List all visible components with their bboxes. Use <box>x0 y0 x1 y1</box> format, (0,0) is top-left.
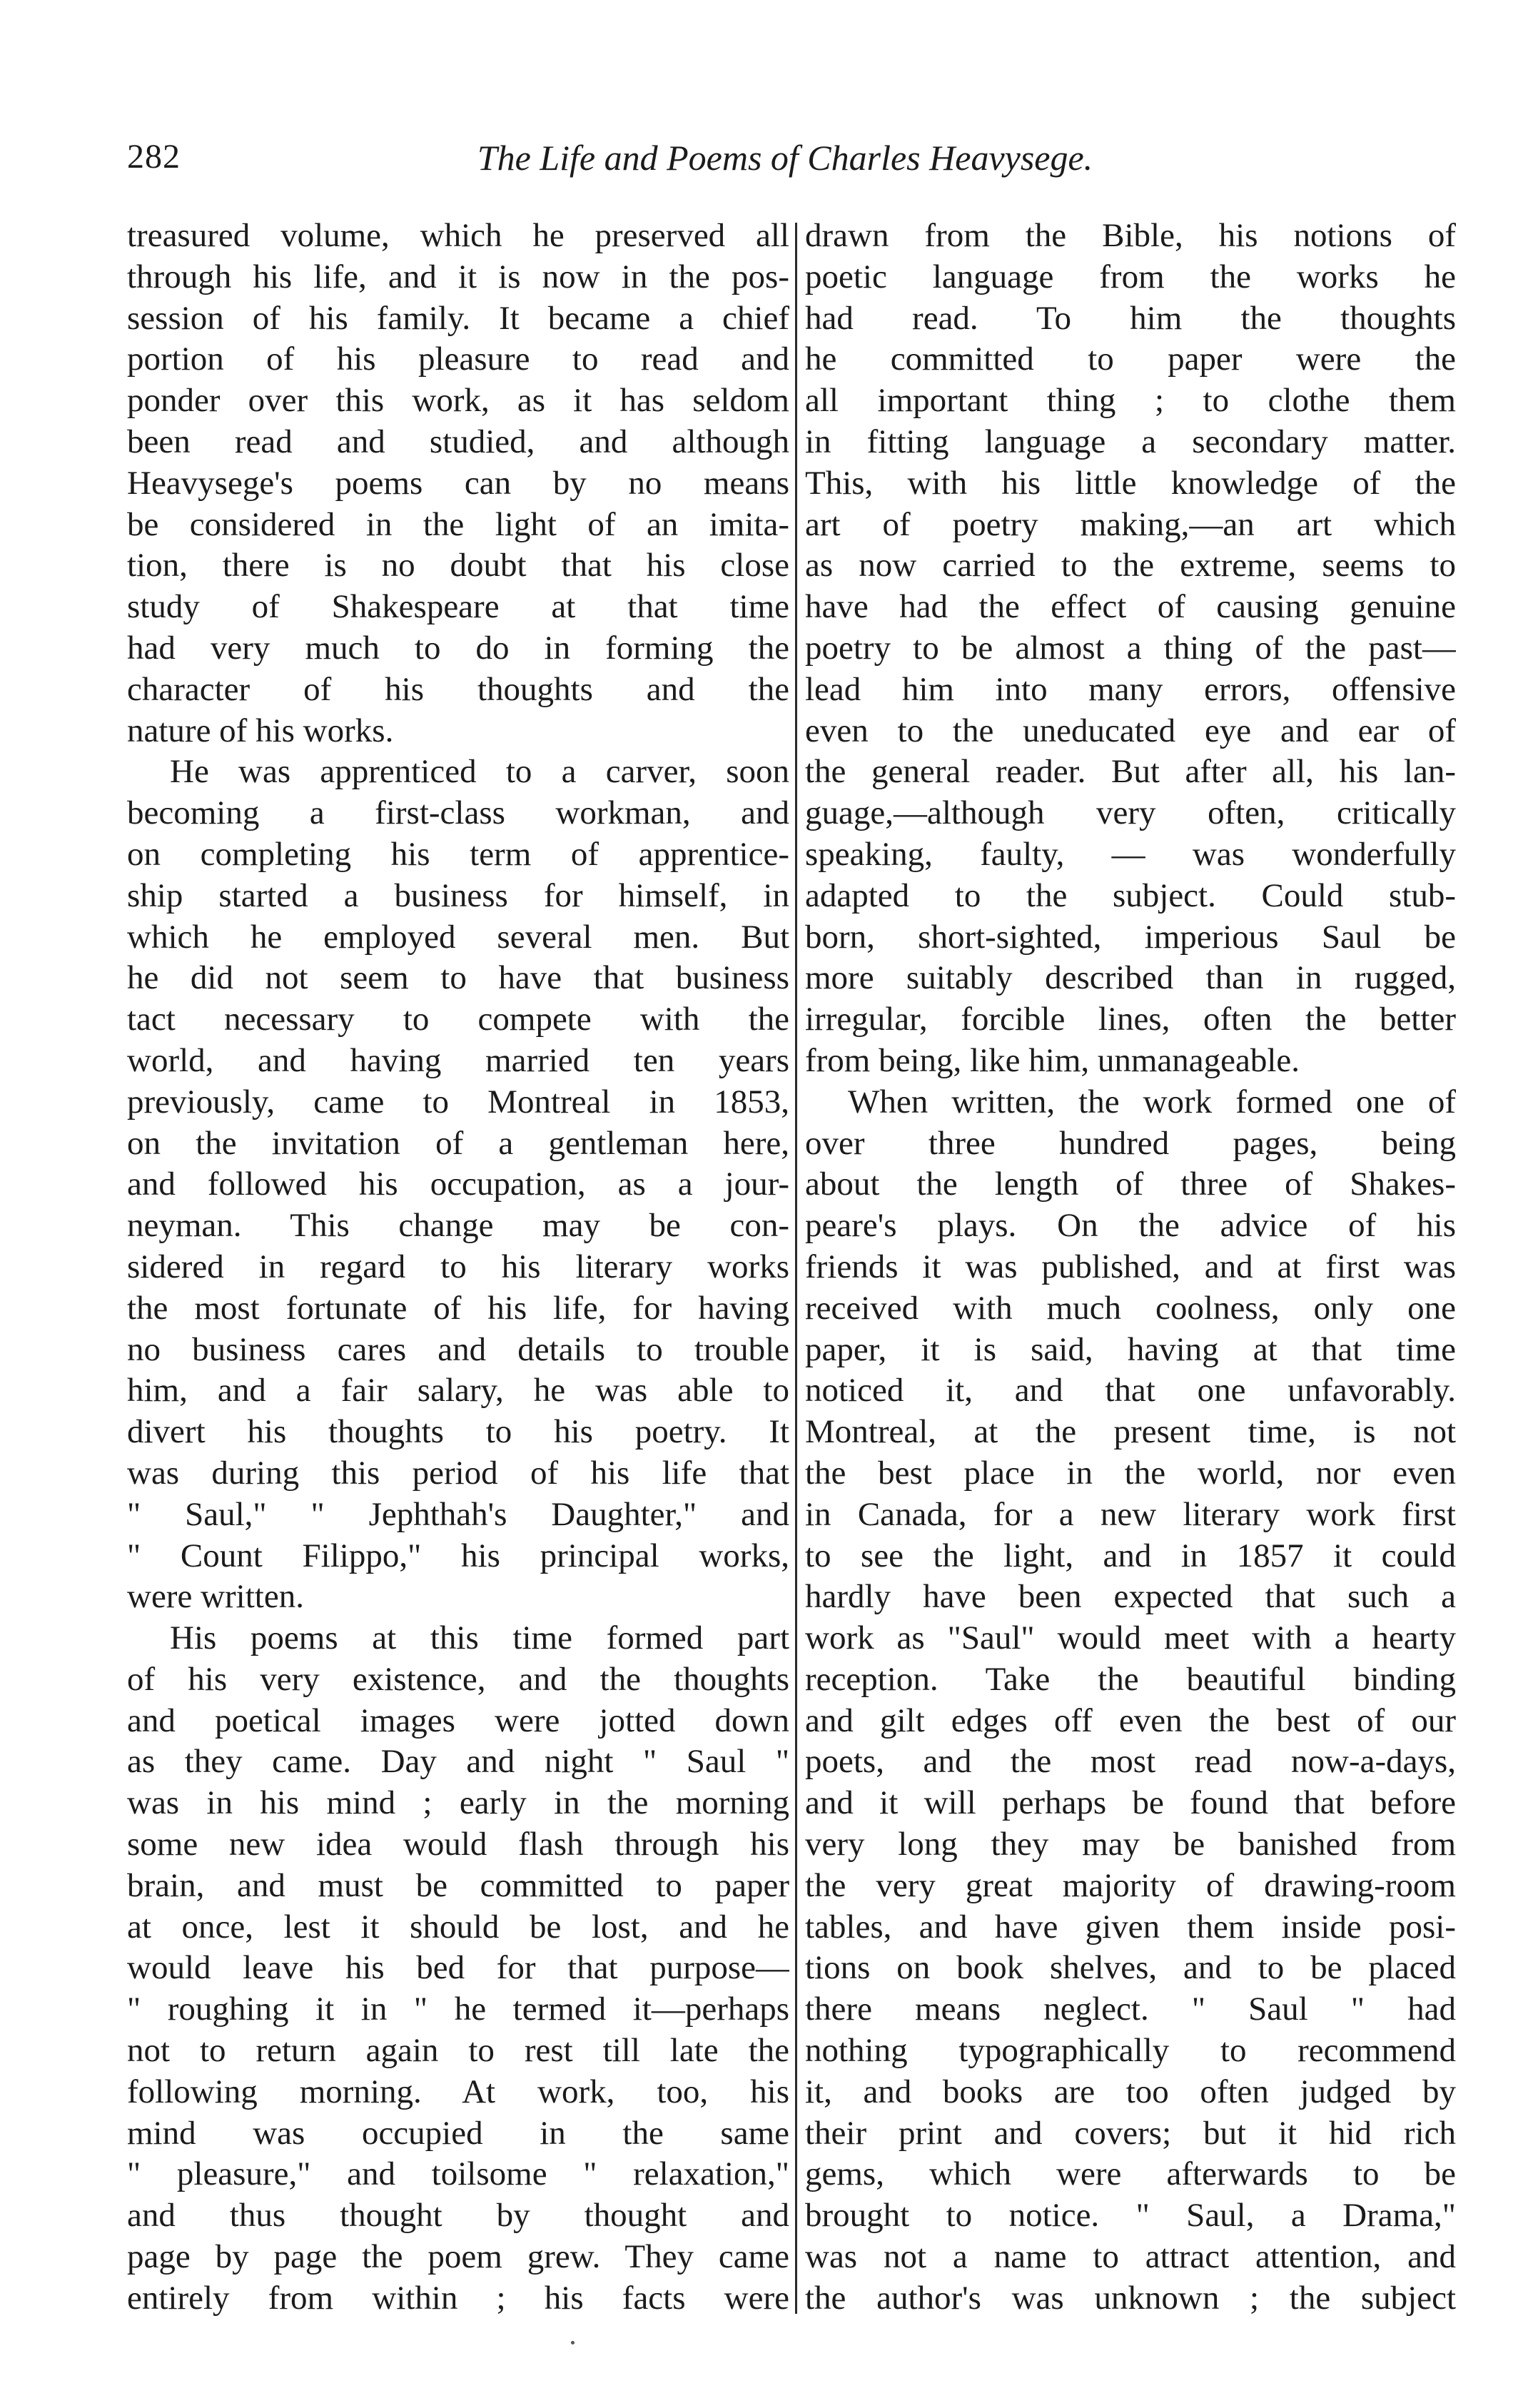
text-line: treasured volume, which he preserved all <box>127 217 789 254</box>
text-line: as now carried to the extreme, seems to <box>805 547 1456 585</box>
text-line: gems, which were afterwards to be <box>805 2155 1456 2193</box>
paragraph-end-line: were written. <box>127 1578 304 1616</box>
text-line: him, and a fair salary, he was able to <box>127 1372 789 1410</box>
text-line: at once, lest it should be lost, and he <box>127 1908 789 1946</box>
text-line: on the invitation of a gentleman here, <box>127 1124 789 1162</box>
text-line: tion, there is no doubt that his close <box>127 547 789 585</box>
text-line: very long they may be banished from <box>805 1826 1456 1863</box>
text-line: " pleasure," and toilsome " relaxation," <box>127 2155 789 2193</box>
text-line: in Canada, for a new literary work first <box>805 1495 1456 1533</box>
text-line: their print and covers; but it hid rich <box>805 2114 1456 2152</box>
text-line: the best place in the world, nor even <box>805 1454 1456 1492</box>
text-line: as they came. Day and night " Saul " <box>127 1743 789 1781</box>
text-line: be considered in the light of an imita- <box>127 505 789 543</box>
text-line: guage,—although very often, critically <box>805 794 1456 832</box>
text-line: had read. To him the thoughts <box>805 299 1456 337</box>
text-line: hardly have been expected that such a <box>805 1578 1456 1616</box>
print-speck <box>571 2341 575 2344</box>
text-line: becoming a first-class workman, and <box>127 794 789 832</box>
text-line: " roughing it in " he termed it—perhaps <box>127 1990 789 2028</box>
text-line: divert his thoughts to his poetry. It <box>127 1413 789 1451</box>
text-line: some new idea would flash through his <box>127 1826 789 1863</box>
text-line: and it will perhaps be found that before <box>805 1784 1456 1822</box>
text-line: born, short-sighted, imperious Saul be <box>805 918 1456 956</box>
text-line: been read and studied, and although <box>127 423 789 460</box>
text-line: This, with his little knowledge of the <box>805 464 1456 502</box>
text-line: brought to notice. " Saul, a Drama," <box>805 2197 1456 2235</box>
text-line: paper, it is said, having at that time <box>805 1330 1456 1368</box>
text-line: which he employed several men. But <box>127 918 789 956</box>
text-line: Heavysege's poems can by no means <box>127 464 789 502</box>
text-line: following morning. At work, too, his <box>127 2073 789 2110</box>
text-line: Montreal, at the present time, is not <box>805 1413 1456 1451</box>
text-line: and followed his occupation, as a jour- <box>127 1165 789 1203</box>
text-line: had very much to do in forming the <box>127 629 789 667</box>
text-line: not to return again to rest till late the <box>127 2032 789 2070</box>
text-line: ship started a business for himself, in <box>127 876 789 914</box>
text-line: work as "Saul" would meet with a hearty <box>805 1619 1456 1657</box>
text-line: the most fortunate of his life, for having <box>127 1289 789 1327</box>
text-line: over three hundred pages, being <box>805 1124 1456 1162</box>
text-line: tables, and have given them inside posi- <box>805 1908 1456 1946</box>
text-line: peare's plays. On the advice of his <box>805 1207 1456 1245</box>
paragraph-end-line: from being, like him, unmanageable. <box>805 1041 1300 1079</box>
text-line: poetry to be almost a thing of the past— <box>805 629 1456 667</box>
text-line: the very great majority of drawing-room <box>805 1866 1456 1904</box>
text-line: have had the effect of causing genuine <box>805 588 1456 626</box>
text-line: was during this period of his life that <box>127 1454 789 1492</box>
text-line: " Saul," " Jephthah's Daughter," and <box>127 1495 789 1533</box>
text-line: neyman. This change may be con- <box>127 1207 789 1245</box>
page-number: 282 <box>127 138 181 176</box>
text-line: and gilt edges off even the best of our <box>805 1701 1456 1739</box>
text-line: noticed it, and that one unfavorably. <box>805 1372 1456 1410</box>
text-line: tact necessary to compete with the <box>127 1001 789 1038</box>
text-line: session of his family. It became a chief <box>127 299 789 337</box>
text-line: there means neglect. " Saul " had <box>805 1990 1456 2028</box>
text-line: would leave his bed for that purpose— <box>127 1949 789 1987</box>
text-line: entirely from within ; his facts were <box>127 2279 789 2317</box>
text-line: all important thing ; to clothe them <box>805 382 1456 420</box>
text-line: received with much coolness, only one <box>805 1289 1456 1327</box>
text-line: poets, and the most read now-a-days, <box>805 1743 1456 1781</box>
text-line: reception. Take the beautiful binding <box>805 1660 1456 1698</box>
text-line: and thus thought by thought and <box>127 2197 789 2235</box>
text-line: he did not seem to have that business <box>127 959 789 997</box>
text-line: " Count Filippo," his principal works, <box>127 1537 789 1574</box>
text-line: poetic language from the works he <box>805 258 1456 295</box>
text-line: even to the uneducated eye and ear of <box>805 712 1456 749</box>
text-line: more suitably described than in rugged, <box>805 959 1456 997</box>
right-text-column <box>805 216 1456 2321</box>
text-line: on completing his term of apprentice- <box>127 835 789 873</box>
text-line: to see the light, and in 1857 it could <box>805 1537 1456 1574</box>
text-line: study of Shakespeare at that time <box>127 588 789 626</box>
text-line: about the length of three of Shakes- <box>805 1165 1456 1203</box>
text-line: the general reader. But after all, his lan- <box>805 753 1456 791</box>
text-line: tions on book shelves, and to be placed <box>805 1949 1456 1987</box>
text-line: was in his mind ; early in the morning <box>127 1784 789 1822</box>
text-line: world, and having married ten years <box>127 1041 789 1079</box>
text-line: character of his thoughts and the <box>127 670 789 708</box>
text-line: friends it was published, and at first was <box>805 1248 1456 1285</box>
text-line: sidered in regard to his literary works <box>127 1248 789 1285</box>
text-line: ponder over this work, as it has seldom <box>127 382 789 420</box>
text-line: speaking, faulty, — was wonderfully <box>805 835 1456 873</box>
running-head: The Life and Poems of Charles Heavysege. <box>477 138 1093 178</box>
text-line: of his very existence, and the thoughts <box>127 1660 789 1698</box>
paragraph-start-line: He was apprenticed to a carver, soon <box>170 753 789 791</box>
column-divider <box>795 223 797 2314</box>
paragraph-end-line: nature of his works. <box>127 712 394 749</box>
text-line: in fitting language a secondary matter. <box>805 423 1456 460</box>
text-line: nothing typographically to recommend <box>805 2032 1456 2070</box>
text-line: it, and books are too often judged by <box>805 2073 1456 2110</box>
text-line: previously, came to Montreal in 1853, <box>127 1083 789 1120</box>
text-line: lead him into many errors, offensive <box>805 670 1456 708</box>
text-line: through his life, and it is now in the pos- <box>127 258 789 295</box>
text-line: brain, and must be committed to paper <box>127 1866 789 1904</box>
text-line: the author's was unknown ; the subject <box>805 2279 1456 2317</box>
text-line: mind was occupied in the same <box>127 2114 789 2152</box>
text-line: and poetical images were jotted down <box>127 1701 789 1739</box>
text-line: art of poetry making,—an art which <box>805 505 1456 543</box>
text-line: no business cares and details to trouble <box>127 1330 789 1368</box>
paragraph-start-line: His poems at this time formed part <box>170 1619 789 1657</box>
text-line: adapted to the subject. Could stub- <box>805 876 1456 914</box>
left-text-column <box>127 216 789 2321</box>
paragraph-start-line: When written, the work formed one of <box>848 1083 1456 1120</box>
text-line: portion of his pleasure to read and <box>127 340 789 378</box>
text-line: irregular, forcible lines, often the better <box>805 1001 1456 1038</box>
text-line: he committed to paper were the <box>805 340 1456 378</box>
text-line: drawn from the Bible, his notions of <box>805 217 1456 254</box>
text-line: was not a name to attract attention, and <box>805 2238 1456 2276</box>
text-line: page by page the poem grew. They came <box>127 2238 789 2276</box>
